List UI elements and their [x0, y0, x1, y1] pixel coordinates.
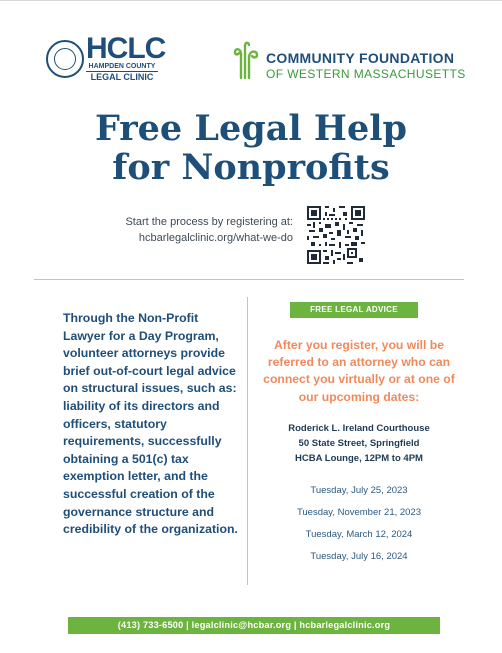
registration-line-1: Start the process by registering at:	[125, 216, 293, 228]
hclc-logo-subtitle	[86, 63, 158, 82]
date-item: Tuesday, July 16, 2024	[310, 551, 408, 562]
community-foundation-leaf-icon	[232, 40, 262, 80]
hclc-logo-letters: HCLC	[86, 32, 166, 65]
contact-footer[interactable]: (413) 733-6500 | legalclinic@hcbar.org | hcbarlegalclinic.org	[68, 617, 440, 634]
title-line-1: Free Legal Help	[94, 108, 407, 149]
hclc-logo-line2: LEGAL CLINIC	[86, 71, 158, 82]
location-address: 50 State Street, Springfield	[298, 438, 420, 449]
seal-inner-ring	[54, 48, 76, 70]
date-item: Tuesday, November 21, 2023	[296, 507, 422, 518]
cf-logo-subtitle: OF WESTERN MASSACHUSETTS	[266, 67, 466, 81]
date-list	[254, 480, 464, 568]
location-block	[254, 421, 464, 466]
qr-code-icon[interactable]	[307, 206, 365, 264]
top-border	[0, 0, 502, 1]
registration-url[interactable]: hcbarlegalclinic.org/what-we-do	[138, 232, 293, 244]
referral-text: After you register, you will be referred to an attorney who can connect you virtually or at one of our upcoming dates:	[263, 338, 455, 404]
program-description: Through the Non-Profit Lawyer for a Day Program, volunteer attorneys provide brief out-of-court legal advice on structural issues, such as: liability of its directors and officers, statutory requirements, successfully obtaining a 501(c) tax exemption letter, and the successful creation of the governance structure and credibility of the organization.	[63, 311, 238, 537]
horizontal-divider	[34, 279, 464, 280]
free-legal-advice-badge: FREE LEGAL ADVICE	[290, 302, 418, 318]
title-line-2: for Nonprofits	[112, 147, 390, 188]
registration-text	[125, 214, 293, 246]
location-courthouse: Roderick L. Ireland Courthouse	[288, 423, 430, 434]
location-room-time: HCBA Lounge, 12PM to 4PM	[295, 453, 423, 464]
cf-logo-name: COMMUNITY FOUNDATION	[266, 50, 455, 66]
bar-association-seal-icon	[46, 40, 84, 78]
vertical-divider	[247, 297, 248, 585]
date-item: Tuesday, March 12, 2024	[305, 529, 413, 540]
hclc-logo-line1: HAMPDEN COUNTY	[88, 63, 156, 70]
date-item: Tuesday, July 25, 2023	[310, 485, 408, 496]
